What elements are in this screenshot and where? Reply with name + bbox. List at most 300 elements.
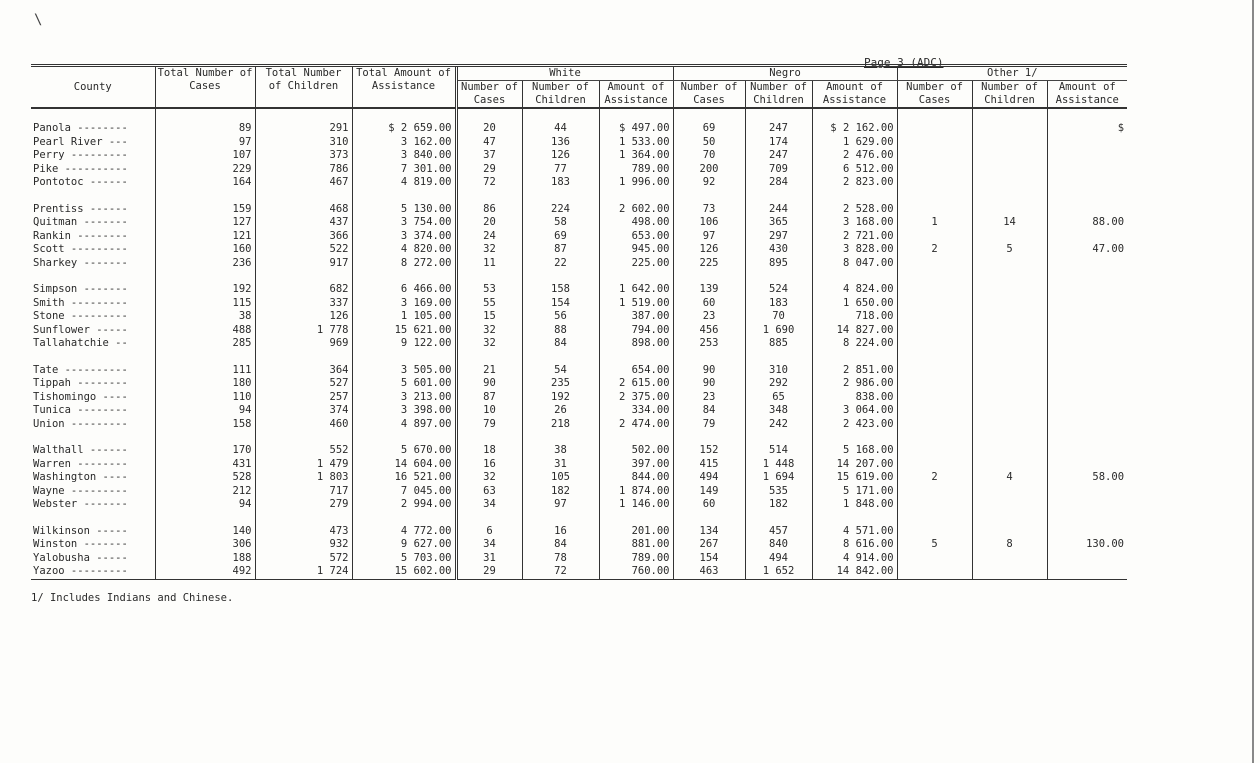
negro-cases-cell: 494 <box>673 471 745 485</box>
spacer-cell <box>897 431 972 444</box>
spacer-cell <box>31 512 155 525</box>
spacer-cell <box>352 270 456 283</box>
other-children-cell <box>972 458 1047 472</box>
other-amount-cell <box>1047 458 1127 472</box>
white-cases-cell: 29 <box>456 163 522 177</box>
spacer-cell <box>1047 512 1127 525</box>
county-cell: Yalobusha ----- <box>33 551 128 564</box>
spacer-cell <box>522 108 599 122</box>
table-row <box>31 444 1127 458</box>
other-amount-cell <box>1047 149 1127 163</box>
white-children-cell: 31 <box>522 458 599 472</box>
total-children-cell: 373 <box>255 149 352 163</box>
negro-amount-cell: 2 423.00 <box>812 418 897 432</box>
negro-cases-cell: 152 <box>673 444 745 458</box>
header-negro: Negro <box>673 66 897 81</box>
spacer-cell <box>31 108 155 122</box>
white-cases-cell: 32 <box>456 471 522 485</box>
spacer-cell <box>897 270 972 283</box>
negro-amount-cell: 2 986.00 <box>812 377 897 391</box>
table-row <box>31 418 1127 432</box>
spacer-cell <box>673 190 745 203</box>
total-assistance-cell: 1 105.00 <box>352 310 456 324</box>
table-row <box>31 337 1127 351</box>
white-cases-cell: 53 <box>456 283 522 297</box>
negro-children-cell: 430 <box>745 243 812 257</box>
negro-amount-cell: 1 629.00 <box>812 136 897 150</box>
other-cases-cell <box>897 337 972 351</box>
total-cases-cell: 159 <box>155 203 255 217</box>
white-cases-cell: 32 <box>456 243 522 257</box>
other-cases-cell <box>897 552 972 566</box>
negro-children-cell: 535 <box>745 485 812 499</box>
table-row <box>31 565 1127 579</box>
table-row <box>31 203 1127 217</box>
total-cases-cell: 107 <box>155 149 255 163</box>
spacer-cell <box>972 431 1047 444</box>
total-cases-cell: 229 <box>155 163 255 177</box>
other-children-cell <box>972 230 1047 244</box>
white-children-cell: 54 <box>522 364 599 378</box>
total-cases-cell: 97 <box>155 136 255 150</box>
negro-children-cell: 494 <box>745 552 812 566</box>
other-cases-cell <box>897 364 972 378</box>
white-children-cell: 88 <box>522 324 599 338</box>
table-row <box>31 149 1127 163</box>
other-amount-cell <box>1047 485 1127 499</box>
county-cell: Stone --------- <box>33 310 128 322</box>
county-cell: Webster ------- <box>33 498 128 510</box>
white-cases-cell: 32 <box>456 337 522 351</box>
white-children-cell: 183 <box>522 176 599 190</box>
spacer-cell <box>1047 431 1127 444</box>
negro-children-cell: 457 <box>745 525 812 539</box>
total-children-cell: 374 <box>255 404 352 418</box>
total-children-cell: 527 <box>255 377 352 391</box>
negro-cases-cell: 200 <box>673 163 745 177</box>
negro-children-cell: 885 <box>745 337 812 351</box>
table-row <box>31 243 1127 257</box>
negro-cases-cell: 106 <box>673 216 745 230</box>
negro-children-cell: 183 <box>745 297 812 311</box>
negro-children-cell: 365 <box>745 216 812 230</box>
header-white-children: Number of Children <box>522 81 599 109</box>
white-children-cell: 105 <box>522 471 599 485</box>
spacer-cell <box>352 351 456 364</box>
spacer-cell <box>599 270 673 283</box>
other-amount-cell <box>1047 257 1127 271</box>
total-cases-cell: 488 <box>155 324 255 338</box>
negro-amount-cell: 838.00 <box>812 391 897 405</box>
negro-cases-cell: 84 <box>673 404 745 418</box>
negro-amount-cell: 3 168.00 <box>812 216 897 230</box>
header-negro-cases: Number of Cases <box>673 81 745 109</box>
negro-cases-cell: 73 <box>673 203 745 217</box>
negro-cases-cell: 23 <box>673 310 745 324</box>
other-amount-cell: $ <box>1047 122 1127 136</box>
white-amount-cell: 2 615.00 <box>599 377 673 391</box>
group-spacer <box>31 270 1127 283</box>
other-children-cell <box>972 444 1047 458</box>
spacer-cell <box>972 270 1047 283</box>
white-children-cell: 22 <box>522 257 599 271</box>
header-total-assistance: Total Amount of Assistance <box>352 66 456 109</box>
other-children-cell <box>972 565 1047 579</box>
spacer-cell <box>522 190 599 203</box>
other-cases-cell <box>897 485 972 499</box>
white-cases-cell: 34 <box>456 498 522 512</box>
negro-cases-cell: 154 <box>673 552 745 566</box>
total-assistance-cell: 15 621.00 <box>352 324 456 338</box>
other-cases-cell: 2 <box>897 243 972 257</box>
negro-cases-cell: 60 <box>673 498 745 512</box>
table-row <box>31 176 1127 190</box>
other-cases-cell <box>897 257 972 271</box>
spacer-cell <box>673 270 745 283</box>
other-amount-cell <box>1047 418 1127 432</box>
county-cell: Rankin -------- <box>33 229 128 242</box>
total-cases-cell: 94 <box>155 498 255 512</box>
other-children-cell <box>972 552 1047 566</box>
negro-cases-cell: 97 <box>673 230 745 244</box>
spacer-cell <box>1047 351 1127 364</box>
negro-amount-cell: 3 828.00 <box>812 243 897 257</box>
white-amount-cell: 881.00 <box>599 538 673 552</box>
white-cases-cell: 90 <box>456 377 522 391</box>
total-children-cell: 468 <box>255 203 352 217</box>
county-cell: Winston ------- <box>33 538 128 550</box>
other-cases-cell <box>897 418 972 432</box>
white-amount-cell: 1 533.00 <box>599 136 673 150</box>
white-children-cell: 126 <box>522 149 599 163</box>
other-children-cell: 8 <box>972 538 1047 552</box>
county-cell: Pearl River --- <box>33 135 128 148</box>
negro-amount-cell: 2 528.00 <box>812 203 897 217</box>
negro-amount-cell: 2 476.00 <box>812 149 897 163</box>
other-cases-cell <box>897 163 972 177</box>
other-children-cell <box>972 163 1047 177</box>
spacer-cell <box>599 190 673 203</box>
total-cases-cell: 192 <box>155 283 255 297</box>
header-negro-amount: Amount of Assistance <box>812 81 897 109</box>
other-cases-cell: 1 <box>897 216 972 230</box>
spacer-cell <box>812 108 897 122</box>
white-amount-cell: 334.00 <box>599 404 673 418</box>
total-assistance-cell: 9 627.00 <box>352 538 456 552</box>
total-cases-cell: 306 <box>155 538 255 552</box>
other-children-cell <box>972 310 1047 324</box>
spacer-cell <box>599 512 673 525</box>
spacer-cell <box>522 270 599 283</box>
other-children-cell <box>972 525 1047 539</box>
white-amount-cell: 1 642.00 <box>599 283 673 297</box>
spacer-cell <box>745 108 812 122</box>
white-children-cell: 87 <box>522 243 599 257</box>
other-children-cell <box>972 485 1047 499</box>
white-children-cell: 97 <box>522 498 599 512</box>
total-cases-cell: 115 <box>155 297 255 311</box>
total-assistance-cell: 4 897.00 <box>352 418 456 432</box>
negro-amount-cell: 2 823.00 <box>812 176 897 190</box>
other-amount-cell <box>1047 552 1127 566</box>
other-amount-cell <box>1047 310 1127 324</box>
table-row <box>31 122 1127 136</box>
negro-children-cell: 70 <box>745 310 812 324</box>
other-cases-cell <box>897 122 972 136</box>
table-row <box>31 257 1127 271</box>
header-negro-children: Number of Children <box>745 81 812 109</box>
total-assistance-cell: 3 374.00 <box>352 230 456 244</box>
white-cases-cell: 18 <box>456 444 522 458</box>
white-children-cell: 224 <box>522 203 599 217</box>
spacer-cell <box>673 351 745 364</box>
negro-cases-cell: 50 <box>673 136 745 150</box>
total-children-cell: 786 <box>255 163 352 177</box>
other-cases-cell <box>897 324 972 338</box>
county-cell: Simpson ------- <box>33 283 128 295</box>
white-amount-cell: 654.00 <box>599 364 673 378</box>
total-children-cell: 522 <box>255 243 352 257</box>
negro-amount-cell: 15 619.00 <box>812 471 897 485</box>
group-spacer <box>31 431 1127 444</box>
negro-children-cell: 174 <box>745 136 812 150</box>
total-children-cell: 364 <box>255 364 352 378</box>
negro-cases-cell: 69 <box>673 122 745 136</box>
white-amount-cell: 844.00 <box>599 471 673 485</box>
white-children-cell: 235 <box>522 377 599 391</box>
white-cases-cell: 72 <box>456 176 522 190</box>
header-other-cases: Number of Cases <box>897 81 972 109</box>
county-cell: Perry --------- <box>33 149 128 161</box>
table-row <box>31 471 1127 485</box>
total-cases-cell: 111 <box>155 364 255 378</box>
negro-children-cell: 284 <box>745 176 812 190</box>
white-children-cell: 44 <box>522 122 599 136</box>
county-cell: Pontotoc ------ <box>33 176 128 188</box>
total-assistance-cell: 9 122.00 <box>352 337 456 351</box>
negro-children-cell: 244 <box>745 203 812 217</box>
spacer-cell <box>972 512 1047 525</box>
negro-children-cell: 895 <box>745 257 812 271</box>
other-cases-cell <box>897 391 972 405</box>
other-amount-cell <box>1047 136 1127 150</box>
other-cases-cell <box>897 176 972 190</box>
white-amount-cell: 1 364.00 <box>599 149 673 163</box>
table-row <box>31 310 1127 324</box>
other-cases-cell <box>897 283 972 297</box>
spacer-cell <box>255 190 352 203</box>
total-assistance-cell: 3 840.00 <box>352 149 456 163</box>
spacer-cell <box>522 512 599 525</box>
other-amount-cell <box>1047 230 1127 244</box>
spacer-cell <box>352 512 456 525</box>
negro-amount-cell: 8 224.00 <box>812 337 897 351</box>
white-cases-cell: 24 <box>456 230 522 244</box>
negro-children-cell: 1 690 <box>745 324 812 338</box>
total-children-cell: 460 <box>255 418 352 432</box>
other-amount-cell <box>1047 565 1127 579</box>
negro-amount-cell: 5 168.00 <box>812 444 897 458</box>
total-children-cell: 310 <box>255 136 352 150</box>
negro-cases-cell: 267 <box>673 538 745 552</box>
county-cell: Tate ---------- <box>33 363 128 376</box>
spacer-cell <box>812 270 897 283</box>
total-children-cell: 932 <box>255 538 352 552</box>
spacer-cell <box>1047 190 1127 203</box>
negro-amount-cell: 4 571.00 <box>812 525 897 539</box>
white-children-cell: 69 <box>522 230 599 244</box>
county-cell: Tishomingo ---- <box>33 390 128 403</box>
other-amount-cell: 88.00 <box>1047 216 1127 230</box>
total-cases-cell: 160 <box>155 243 255 257</box>
table-row <box>31 538 1127 552</box>
table-row <box>31 498 1127 512</box>
negro-cases-cell: 90 <box>673 364 745 378</box>
table-row <box>31 136 1127 150</box>
white-children-cell: 16 <box>522 525 599 539</box>
county-cell: Smith --------- <box>33 296 128 309</box>
white-cases-cell: 21 <box>456 364 522 378</box>
total-assistance-cell: 3 169.00 <box>352 297 456 311</box>
white-amount-cell: 2 602.00 <box>599 203 673 217</box>
total-cases-cell: 89 <box>155 122 255 136</box>
white-children-cell: 84 <box>522 337 599 351</box>
negro-children-cell: 709 <box>745 163 812 177</box>
white-amount-cell: 2 474.00 <box>599 418 673 432</box>
negro-amount-cell: 14 827.00 <box>812 324 897 338</box>
white-amount-cell: 225.00 <box>599 257 673 271</box>
white-cases-cell: 20 <box>456 216 522 230</box>
header-other: Other 1/ <box>897 66 1127 81</box>
other-children-cell: 4 <box>972 471 1047 485</box>
spacer-cell <box>456 512 522 525</box>
spacer-cell <box>31 270 155 283</box>
other-cases-cell: 2 <box>897 471 972 485</box>
table-row <box>31 552 1127 566</box>
county-cell: Washington ---- <box>33 471 128 483</box>
total-cases-cell: 38 <box>155 310 255 324</box>
total-children-cell: 257 <box>255 391 352 405</box>
table-row <box>31 485 1127 499</box>
county-cell: Prentiss ------ <box>33 202 128 215</box>
other-children-cell <box>972 203 1047 217</box>
negro-cases-cell: 415 <box>673 458 745 472</box>
total-assistance-cell: $ 2 659.00 <box>352 122 456 136</box>
total-children-cell: 473 <box>255 525 352 539</box>
header-other-amount: Amount of Assistance <box>1047 81 1127 109</box>
total-children-cell: 1 479 <box>255 458 352 472</box>
white-amount-cell: 945.00 <box>599 243 673 257</box>
total-assistance-cell: 3 505.00 <box>352 364 456 378</box>
other-amount-cell <box>1047 525 1127 539</box>
county-cell: Yazoo --------- <box>31 565 155 579</box>
county-cell: Walthall ------ <box>33 444 128 456</box>
table-row <box>31 216 1127 230</box>
table-row <box>31 377 1127 391</box>
table-body <box>31 108 1127 579</box>
negro-amount-cell: 718.00 <box>812 310 897 324</box>
negro-amount-cell: 1 650.00 <box>812 297 897 311</box>
white-cases-cell: 63 <box>456 485 522 499</box>
total-assistance-cell: 3 162.00 <box>352 136 456 150</box>
negro-cases-cell: 225 <box>673 257 745 271</box>
other-amount-cell: 130.00 <box>1047 538 1127 552</box>
spacer-cell <box>155 431 255 444</box>
county-cell: Pike ---------- <box>33 162 128 175</box>
total-cases-cell: 121 <box>155 230 255 244</box>
other-cases-cell <box>897 404 972 418</box>
white-cases-cell: 16 <box>456 458 522 472</box>
total-assistance-cell: 8 272.00 <box>352 257 456 271</box>
other-amount-cell <box>1047 337 1127 351</box>
total-cases-cell: 236 <box>155 257 255 271</box>
total-assistance-cell: 5 670.00 <box>352 444 456 458</box>
negro-amount-cell: 8 616.00 <box>812 538 897 552</box>
table-row <box>31 297 1127 311</box>
total-cases-cell: 94 <box>155 404 255 418</box>
total-assistance-cell: 15 602.00 <box>352 565 456 579</box>
header-white: White <box>456 66 673 81</box>
total-cases-cell: 170 <box>155 444 255 458</box>
other-children-cell <box>972 404 1047 418</box>
total-children-cell: 552 <box>255 444 352 458</box>
total-assistance-cell: 3 754.00 <box>352 216 456 230</box>
negro-children-cell: 65 <box>745 391 812 405</box>
spacer-cell <box>522 351 599 364</box>
white-children-cell: 77 <box>522 163 599 177</box>
group-spacer <box>31 351 1127 364</box>
other-cases-cell <box>897 377 972 391</box>
other-cases-cell <box>897 230 972 244</box>
total-cases-cell: 188 <box>155 552 255 566</box>
other-children-cell <box>972 297 1047 311</box>
other-cases-cell <box>897 444 972 458</box>
other-cases-cell <box>897 310 972 324</box>
total-assistance-cell: 14 604.00 <box>352 458 456 472</box>
county-cell: Sunflower ----- <box>33 323 128 336</box>
table-row <box>31 404 1127 418</box>
spacer-cell <box>352 108 456 122</box>
white-children-cell: 218 <box>522 418 599 432</box>
total-assistance-cell: 5 601.00 <box>352 377 456 391</box>
county-cell: Wayne --------- <box>33 484 128 497</box>
white-cases-cell: 37 <box>456 149 522 163</box>
negro-amount-cell: 2 721.00 <box>812 230 897 244</box>
negro-amount-cell: 14 842.00 <box>812 565 897 579</box>
white-children-cell: 158 <box>522 283 599 297</box>
negro-children-cell: 840 <box>745 538 812 552</box>
other-children-cell <box>972 418 1047 432</box>
other-amount-cell <box>1047 364 1127 378</box>
total-children-cell: 279 <box>255 498 352 512</box>
other-cases-cell <box>897 136 972 150</box>
white-children-cell: 26 <box>522 404 599 418</box>
white-amount-cell: 1 874.00 <box>599 485 673 499</box>
negro-children-cell: 348 <box>745 404 812 418</box>
spacer-cell <box>255 512 352 525</box>
negro-children-cell: 182 <box>745 498 812 512</box>
white-amount-cell: 794.00 <box>599 324 673 338</box>
negro-amount-cell: 4 914.00 <box>812 552 897 566</box>
total-assistance-cell: 6 466.00 <box>352 283 456 297</box>
white-cases-cell: 11 <box>456 257 522 271</box>
spacer-cell <box>1047 108 1127 122</box>
other-children-cell <box>972 122 1047 136</box>
other-amount-cell: 47.00 <box>1047 243 1127 257</box>
county-cell: Tunica -------- <box>33 404 128 416</box>
other-amount-cell <box>1047 391 1127 405</box>
header-total-cases: Total Number of Cases <box>155 66 255 109</box>
